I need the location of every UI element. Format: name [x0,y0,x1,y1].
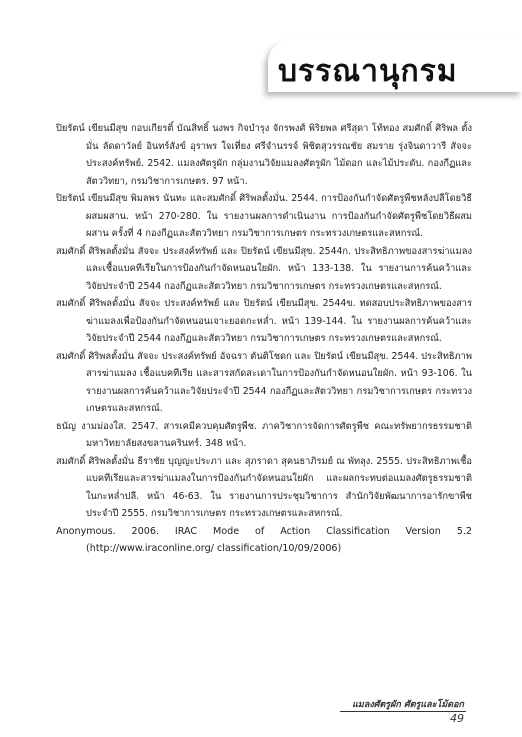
reference-item: ธนัญ งามม่องใส. 2547. สารเคมีควบคุมศัตรูพืช. ภาควิชาการจัดการศัตรูพืช คณะทรัพยากรธรรมชาติ มหาวิทยาลัยสงขลานครินทร์. 348 หน้า. [56,420,472,449]
reference-text: Anonymous. 2006. IRAC Mode of Action Classification Version 5.2 (http:// [56,525,472,554]
reference-item: สมศักดิ์ ศิริพลตั้งมั่น สัจจะ ประสงค์ทรัพย์ และ ปิยรัตน์ เขียนมีสุข. 2544ก. ประสิทธิภาพของสารฆ่าแมลงและเชื้อแบคทีเรียในการป้องกันกำจัดหนอนใยผัก. หน้า 133-138. ใน รายงานการค้นคว้าและวิจัยประจำปี 2544 กองกีฏและสัตววิทยา กรมวิชาการเกษตร กระทรวงเกษตรและสหกรณ์. [56,245,472,292]
reference-url: www.iraconline.org/ classification/10/09/2006) [119,543,342,554]
reference-item: ปิยรัตน์ เขียนมีสุข กอบเกียรติ์ บัณสิทธิ์ นงพร กิจบำรุง จักรพงศ์ พิริยพล ศรีสุดา โท้ทอง สมศักดิ์ ศิริพล ตั้งมั่น ลัดดาวัลย์ อินทร์สังข์ อุราพร ใจเที่ยง ศรีจำนรรจ์ พิชิตสุวรรณชัย สมราย รุ่งจินดาวารี สัจจะ ประสงค์ทรัพย์. 2542. แมลงศัตรูผัก กลุ่มงานวิจัยแมลงศัตรูผัก ไม้ดอก และไม้ประดับ. กองกีฏและสัตววิทยา, กรมวิชาการเกษตร. 97 หน้า. [56,123,472,187]
reference-item-english [56,523,472,558]
page-title: บรรณานุกรม [278,54,458,89]
reference-list [56,120,472,558]
page-number: 49 [450,712,464,725]
footer-divider [340,711,466,712]
reference-item: สมศักดิ์ ศิริพลตั้งมั่น สัจจะ ประสงค์ทรัพย์ และ ปิยรัตน์ เขียนมีสุข. 2544ข. ทดสอบประสิทธิภาพของสารฆ่าแมลงเพื่อป้องกันกำจัดหนอนเจาะยอดกะหล่ำ. หน้า 139-144. ใน รายงานผลการค้นคว้าและวิจัยประจำปี 2544 กองกีฏและสัตววิทยา กรมวิชาการเกษตร กระทรวงเกษตรและสหกรณ์. [56,298,472,344]
reference-item: สมศักดิ์ ศิริพลตั้งมั่น ธีราชัย บุญญะประภา และ สุภราดา สุคนธาภิรมย์ ณ พัทลุง. 2555. ประสิทธิภาพเชื้อแบคทีเรียและสารฆ่าแมลงในการป้องกันกำจัดหนอนใยผัก และผลกระทบต่อแมลงศัตรูธรรมชาติในกะหล่ำปลี. หน้า 46-63. ใน รายงานการประชุมวิชาการ สำนักวิจัยพัฒนาการอารักขาพืช ประจำปี 2555. กรมวิชาการเกษตร กระทรวงเกษตรและสหกรณ์. [56,455,472,519]
reference-item: สมศักดิ์ ศิริพลตั้งมั่น สัจจะ ประสงค์ทรัพย์ อัจฉรา ตันติโชดก และ ปิยรัตน์ เขียนมีสุข. 2544. ประสิทธิภาพสารฆ่าแมลง เชื้อแบคทีเรีย และสารสกัดสะเดาในการป้องกันกำจัดหนอนใยผัก. หน้า 93-106. ใน รายงานผลการค้นคว้าและวิจัยประจำปี 2544 กองกีฏและสัตววิทยา กรมวิชาการเกษตร กระทรวงเกษตรและสหกรณ์. [56,350,472,414]
reference-item: ปิยรัตน์ เขียนมีสุข พิมลพร นันทะ และสมศักดิ์ ศิริพลตั้งมั่น. 2544. การป้องกันกำจัดศัตรูพืชหลังปลีโดยวิธีผสมผสาน. หน้า 270-280. ใน รายงานผลการดำเนินงาน การป้องกันกำจัดศัตรูพืชโดยวิธีผสมผสาน ครั้งที่ 4 กองกีฏและสัตววิทยา กรมวิชาการเกษตร กระทรวงเกษตรและสหกรณ์. [56,193,472,239]
footer-caption: แมลงศัตรูผัก ศัตรูและโม้ดอก [352,700,464,710]
